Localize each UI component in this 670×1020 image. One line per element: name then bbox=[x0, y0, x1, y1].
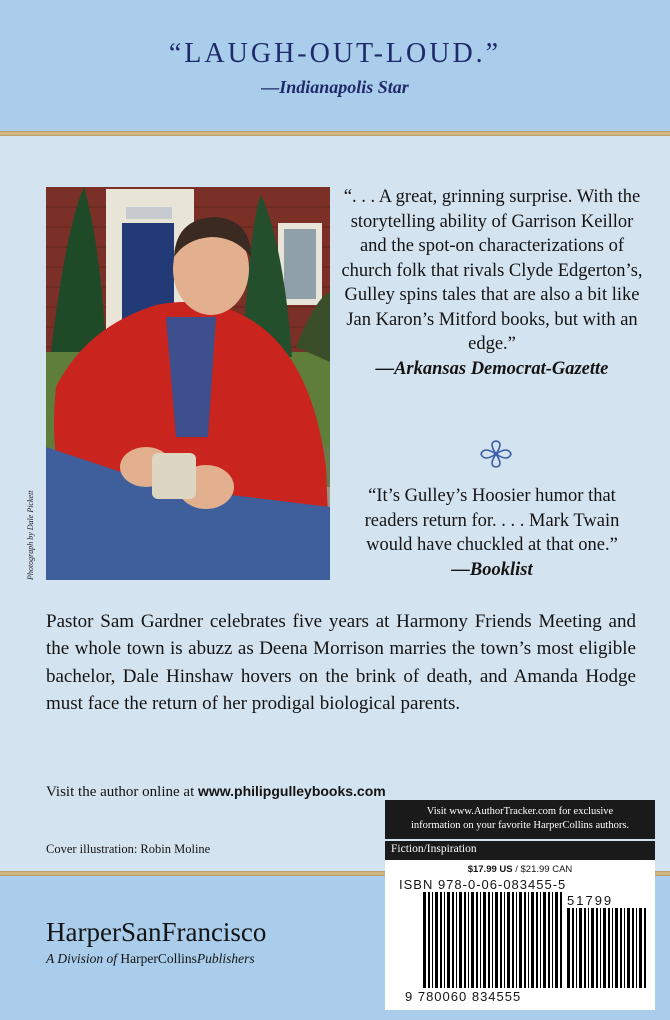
review-quote-2 bbox=[340, 484, 644, 582]
barcode-box bbox=[385, 860, 655, 1010]
tracker-line-2: information on your favorite HarperCollins authors. bbox=[410, 820, 630, 831]
division-name: HarperCollins bbox=[120, 951, 197, 966]
addon-barcode-icon bbox=[567, 908, 647, 988]
cover-illustration-credit: Cover illustration: Robin Moline bbox=[46, 842, 211, 856]
photo-credit: Photograph by Dale Pickett bbox=[26, 490, 35, 580]
author-tracker-notice bbox=[385, 800, 655, 839]
ean-barcode-icon bbox=[423, 892, 563, 988]
book-category: Fiction/Inspiration bbox=[385, 841, 655, 860]
author-website-prefix: Visit the author online at bbox=[46, 784, 198, 800]
review-quote-1-source: —Arkansas Democrat-Gazette bbox=[375, 358, 609, 379]
headline-quote: “LAUGH-OUT-LOUD.” bbox=[168, 38, 502, 69]
review-quote-1 bbox=[340, 185, 644, 381]
headline-source: —Indianapolis Star bbox=[261, 77, 409, 97]
ean-number: 9 780060 834555 bbox=[405, 989, 522, 1004]
review-quote-2-text: “It’s Gulley’s Hoosier humor that readers return for. . . . Mark Twain would have chuckled at that one.” bbox=[364, 486, 620, 555]
price-can: / $21.99 CAN bbox=[512, 864, 573, 875]
division-suffix: Publishers bbox=[196, 951, 255, 966]
ornament-icon bbox=[478, 438, 514, 470]
publisher-division bbox=[46, 951, 255, 967]
price-line bbox=[385, 864, 655, 875]
top-divider bbox=[0, 131, 670, 136]
price-us: $17.99 US bbox=[467, 864, 513, 875]
division-prefix: A Division of bbox=[46, 951, 121, 966]
retail-panel bbox=[385, 800, 655, 1010]
tracker-line-1: Visit www.AuthorTracker.com for exclusive bbox=[426, 806, 614, 817]
author-website-line bbox=[46, 783, 386, 801]
price-addon-number: 51799 bbox=[567, 893, 614, 908]
author-photo bbox=[46, 187, 330, 580]
publisher-name: HarperSanFrancisco bbox=[46, 917, 267, 947]
review-quote-2-source: —Booklist bbox=[451, 559, 533, 580]
book-description: Pastor Sam Gardner celebrates five years at Harmony Friends Meeting and the whole town is abuzz as Deena Morrison marries the town’s most eligible bachelor, Dale Hinshaw hovers on the brink of death, and Amanda Hodge must face the return of her prodigal biological parents. bbox=[46, 611, 636, 715]
review-quote-1-text: “. . . A great, grinning surprise. With the storytelling ability of Garrison Keillor and the spot-on characterizations of church folk that rivals Clyde Edgerton’s, Gulley spins tales that are also a bit like Jan Karon’s Mitford books, but with an edge.” bbox=[341, 187, 643, 354]
author-website-link[interactable]: www.philipgulleybooks.com bbox=[198, 783, 386, 799]
isbn-text: ISBN 978-0-06-083455-5 bbox=[399, 877, 567, 892]
